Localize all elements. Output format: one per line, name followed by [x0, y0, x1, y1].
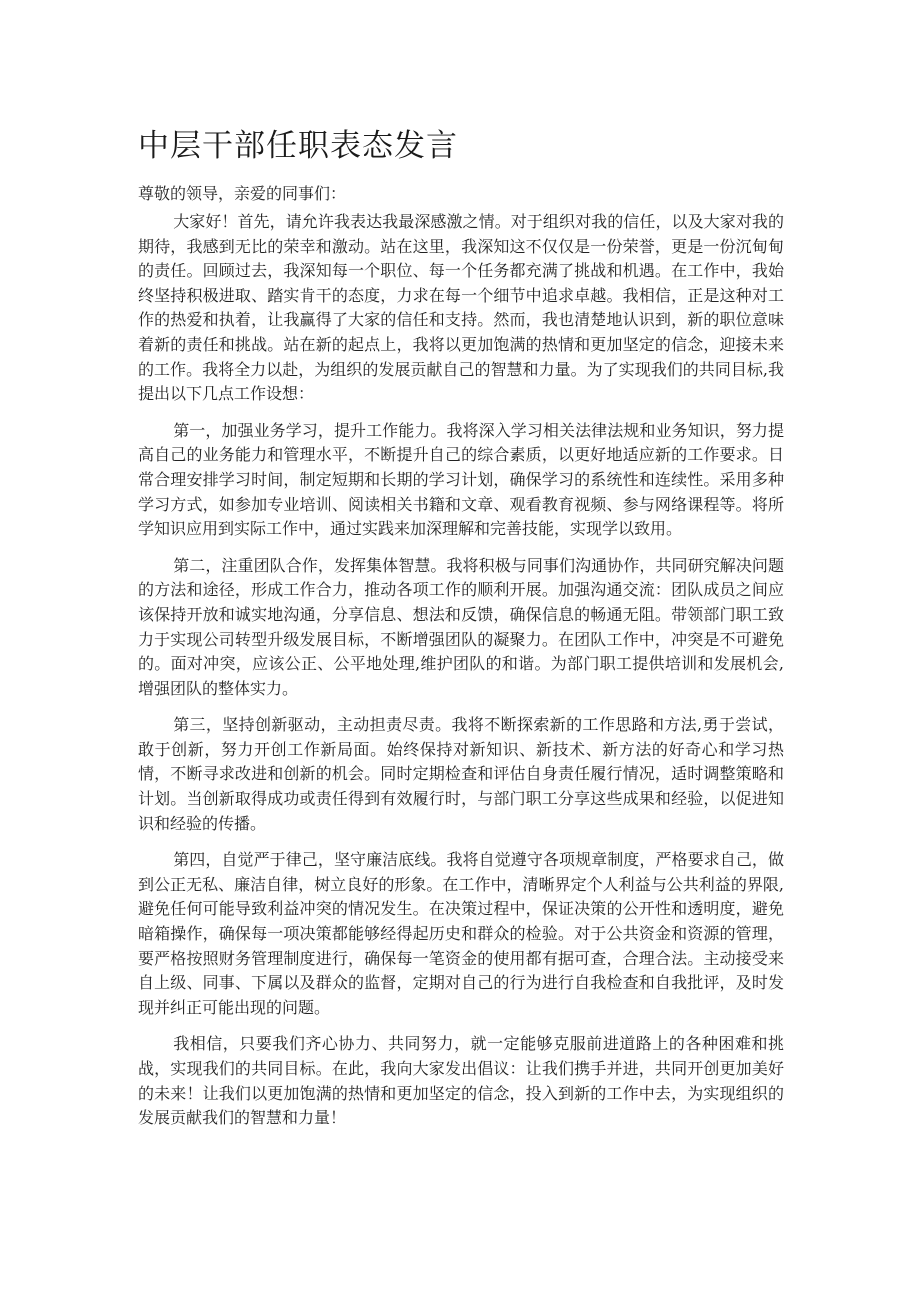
greeting-line: 尊敬的领导，亲爱的同事们：	[138, 184, 347, 203]
paragraph-intro: 大家好！首先，请允许我表达我最深感激之情。对于组织对我的信任，以及大家对我的期待，我感到无比的荣幸和激动。站在这里，我深知这不仅仅是一份荣誉，更是一份沉甸甸的责任。回顾过去，我深知每一个职位、每一个任务都充满了挑战和机遇。在工作中，我始终坚持积极进取、踏实肯干的态度，力求在每一个细节中追求卓越。我相信，正是这种对工作的热爱和执着，让我赢得了大家的信任和支持。然而，我也清楚地认识到，新的职位意味着新的责任和挑战。站在新的起点上，我将以更加饱满的热情和更加坚定的信念，迎接未来的工作。我将全力以赴，为组织的发展贡献自己的智慧和力量。为了实现我们的共同目标,我提出以下几点工作设想：	[138, 212, 784, 404]
paragraph-point-1: 第一，加强业务学习，提升工作能力。我将深入学习相关法律法规和业务知识，努力提高自己的业务能力和管理水平，不断提升自己的综合素质，以更好地适应新的工作要求。日常合理安排学习时间，制定短期和长期的学习计划，确保学习的系统性和连续性。采用多种学习方式，如参加专业培训、阅读相关书籍和文章、观看教育视频、参与网络课程等。将所学知识应用到实际工作中，通过实践来加深理解和完善技能，实现学以致用。	[138, 420, 784, 539]
document-body	[138, 210, 784, 1143]
paragraph-point-3: 第三，坚持创新驱动，主动担责尽责。我将不断探索新的工作思路和方法,勇于尝试，敢于创新，努力开创工作新局面。始终保持对新知识、新技术、新方法的好奇心和学习热情，不断寻求改进和创新的机会。同时定期检查和评估自身责任履行情况，适时调整策略和计划。当创新取得成功或责任得到有效履行时，与部门职工分享这些成果和经验，以促进知识和经验的传播。	[138, 715, 784, 833]
paragraph-point-2: 第二，注重团队合作，发挥集体智慧。我将积极与同事们沟通协作，共同研究解决问题的方法和途径，形成工作合力，推动各项工作的顺利开展。加强沟通交流：团队成员之间应该保持开放和诚实地沟通，分享信息、想法和反馈，确保信息的畅通无阻。带领部门职工致力于实现公司转型升级发展目标，不断增强团队的凝聚力。在团队工作中，冲突是不可避免的。面对冲突，应该公正、公平地处理,维护团队的和谐。为部门职工提供培训和发展机会,增强团队的整体实力。	[138, 555, 784, 698]
paragraph-closing: 我相信，只要我们齐心协力、共同努力，就一定能够克服前进道路上的各种困难和挑战，实现我们的共同目标。在此，我向大家发出倡议：让我们携手并进，共同开创更加美好的未来！让我们以更加饱满的热情和更加坚定的信念，投入到新的工作中去，为实现组织的发展贡献我们的智慧和力量！	[138, 1034, 784, 1128]
page-title: 中层干部任职表态发言	[138, 128, 458, 164]
paragraph-point-4: 第四，自觉严于律己，坚守廉洁底线。我将自觉遵守各项规章制度，严格要求自己，做到公正无私、廉洁自律，树立良好的形象。在工作中，清晰界定个人利益与公共利益的界限,避免任何可能导致利益冲突的情况发生。在决策过程中，保证决策的公开性和透明度，避免暗箱操作，确保每一项决策都能够经得起历史和群众的检验。对于公共资金和资源的管理，要严格按照财务管理制度进行，确保每一笔资金的使用都有据可查，合理合法。主动接受来自上级、同事、下属以及群众的监督，定期对自己的行为进行自我检查和自我批评，及时发现并纠正可能出现的问题。	[138, 850, 784, 1017]
